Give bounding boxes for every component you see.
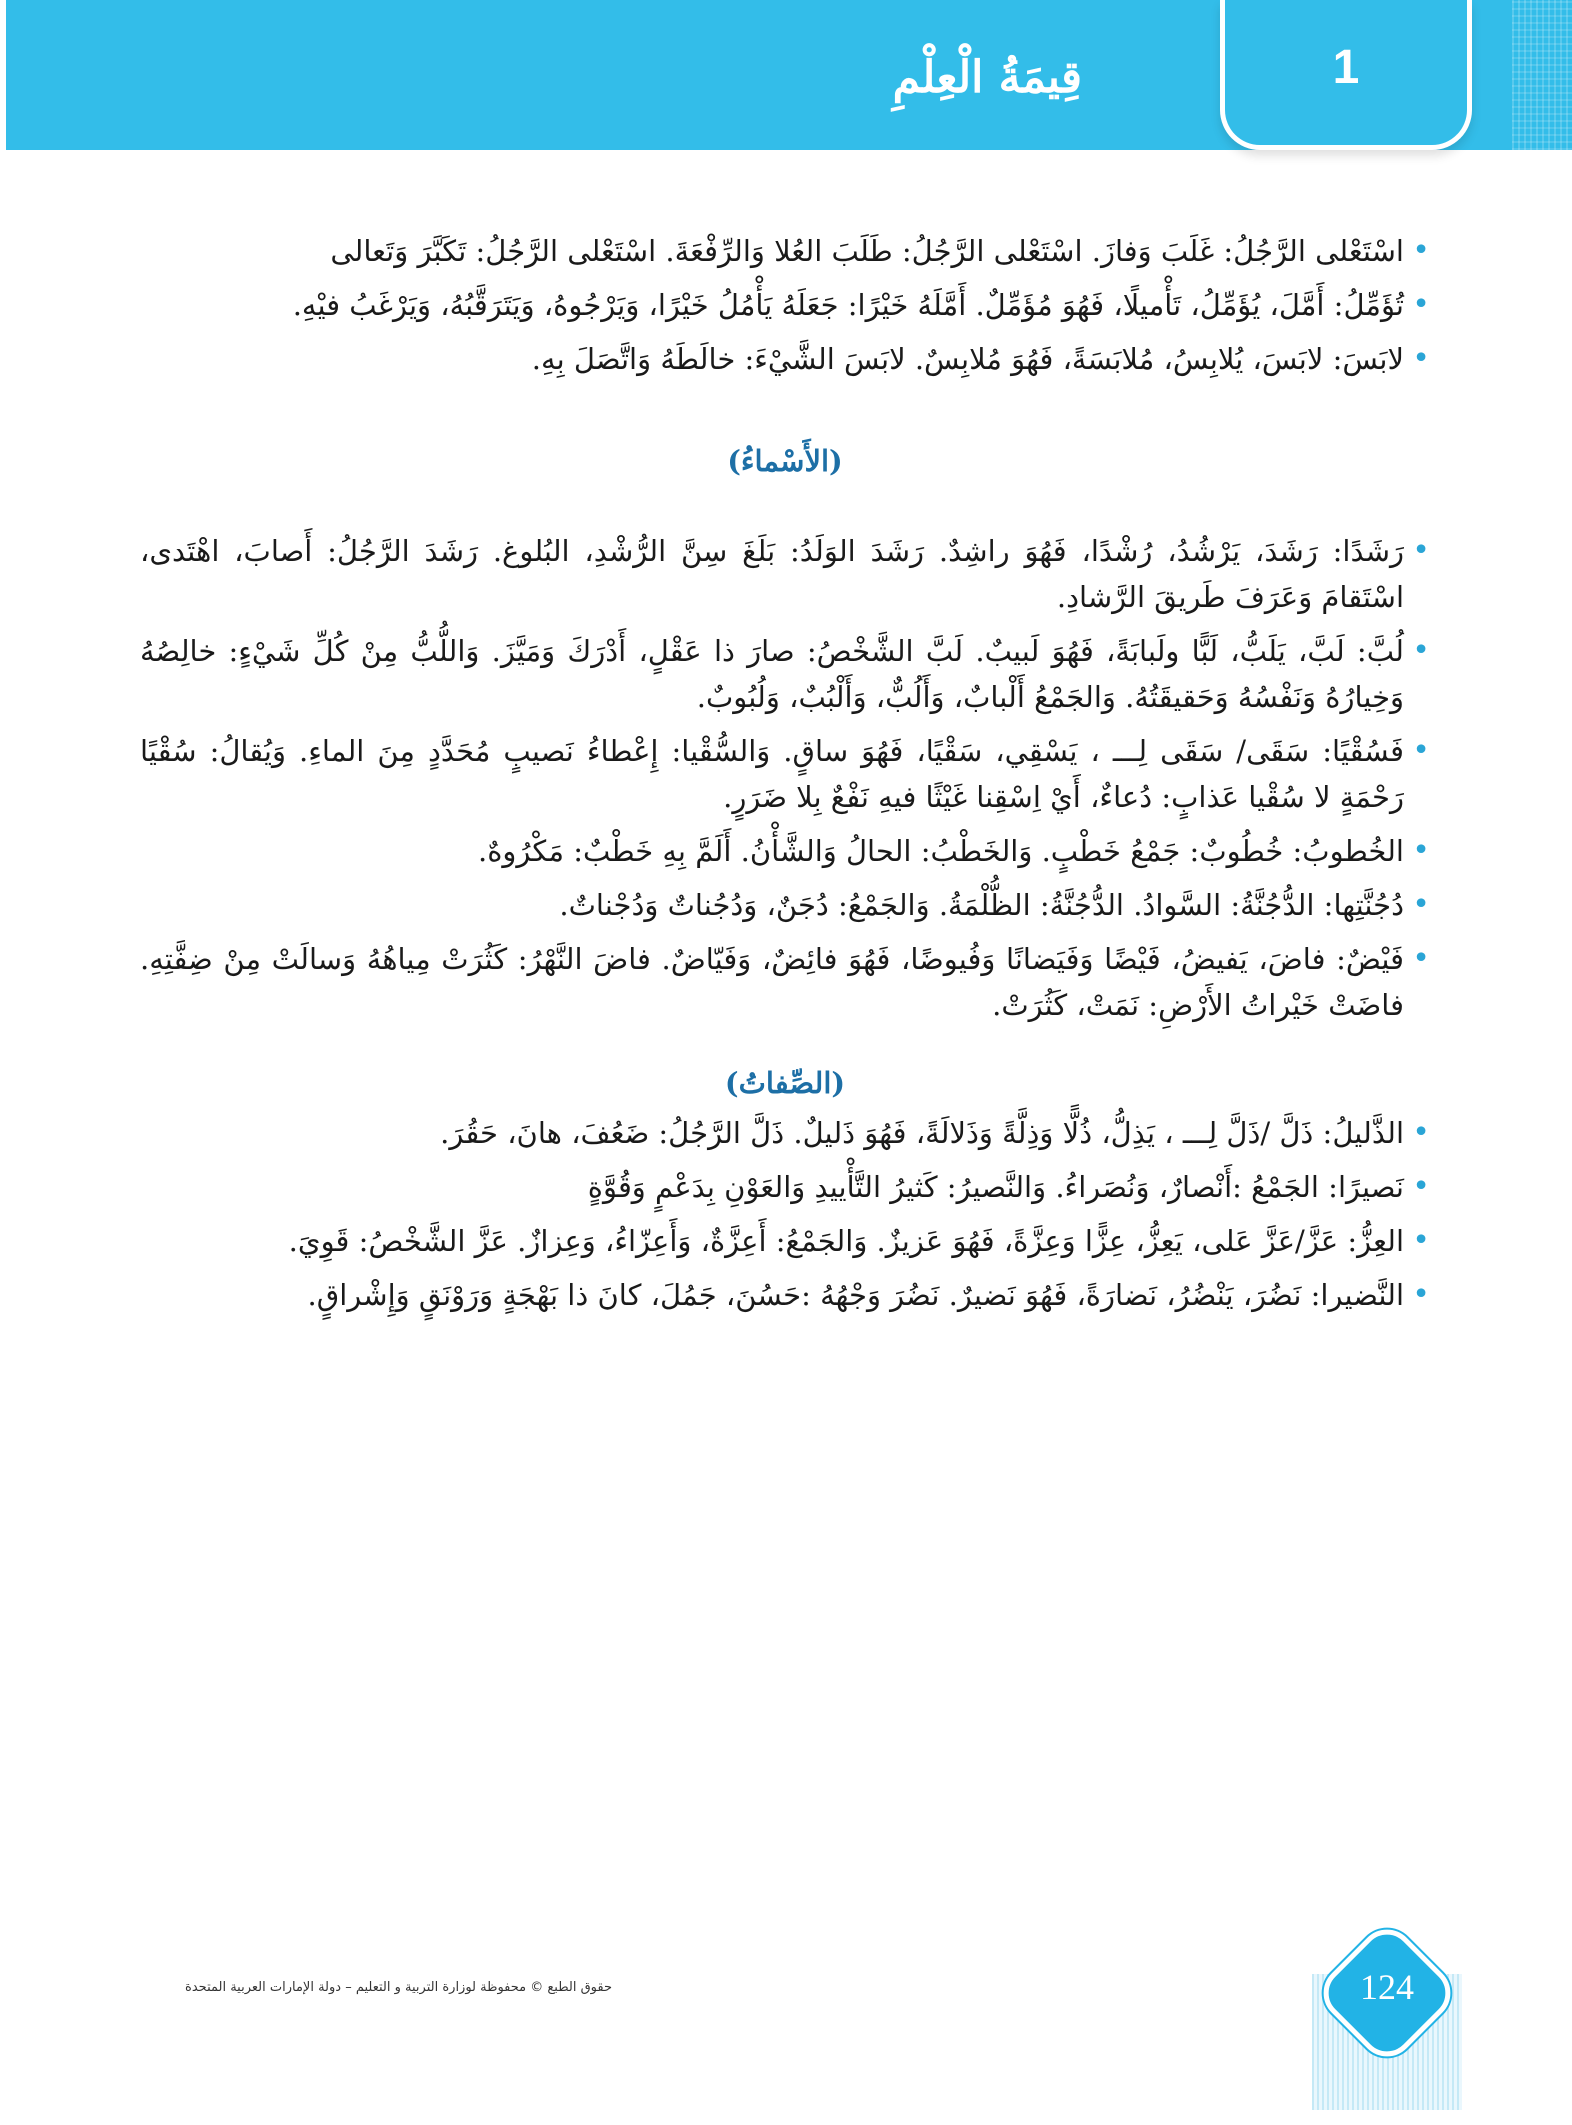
bullet-icon: • <box>1412 633 1430 668</box>
bullet-icon: • <box>1412 287 1430 322</box>
item-text: النَّضيرا: نَضُرَ، يَنْضُرُ، نَضارَةً، فَهُوَ نَضيرٌ. نَضُرَ وَجْهُهُ :حَسُنَ، جَمُلَ، كانَ ذا بَهْجَةٍ وَرَوْنَقٍ وَإِشْراقٍ. <box>307 1278 1404 1312</box>
bullet-icon: • <box>1412 733 1430 768</box>
item-text: فَسُقْيًا: سَقَى/ سَقَى لِـــ ، يَسْقِي، سَقْيًا، فَهُوَ ساقٍ. وَالسُّقْيا: إِعْطاءُ نَصيبٍ مُحَدَّدٍ مِنَ الماءِ. وَيُقالُ: سُقْيًا رَحْمَةٍ لا سُقْيا عَذابٍ: دُعاءٌ، أَيْ اِسْقِنا غَيْثًا فيهِ نَفْعٌ بِلا ضَرَرٍ. <box>140 734 1404 814</box>
bullet-icon: • <box>1412 1277 1430 1312</box>
bullet-icon: • <box>1412 1115 1430 1150</box>
bullet-icon: • <box>1412 1223 1430 1258</box>
list-item <box>140 1110 1430 1156</box>
list-item <box>140 936 1430 1028</box>
section-heading-names: (الأَسْماءُ) <box>727 444 843 478</box>
adjectives-list <box>140 1110 1430 1318</box>
page-number: 124 <box>1360 1967 1414 2007</box>
bullet-icon: • <box>1412 233 1430 268</box>
list-item <box>140 528 1430 620</box>
verbs-list <box>140 228 1430 382</box>
item-text: دُجُنَّتِها: الدُّجُنَّةُ: السَّوادُ. الدُّجُنَّةُ: الظُّلْمَةُ. وَالجَمْعُ: دُجَنٌ، وَدُجُناتٌ وَدُجْناتٌ. <box>559 888 1404 922</box>
page-number-badge <box>1312 1940 1462 2110</box>
bullet-icon: • <box>1412 833 1430 868</box>
bullet-icon: • <box>1412 1169 1430 1204</box>
item-text: فَيْضٌ: فاضَ، يَفيضُ، فَيْضًا وَفَيَضانًا وَفُيوضًا، فَهُوَ فائِضٌ، وَفَيّاضٌ. فاضَ النَّهْرُ: كَثُرَتْ مِياهُهُ وَسالَتْ مِنْ ضِفَّتِهِ. فاضَتْ خَيْراتُ الأَرْضِ: نَمَتْ، كَثُرَتْ. <box>140 942 1404 1022</box>
bullet-icon: • <box>1412 533 1430 568</box>
item-text: اسْتَعْلى الرَّجُلُ: غَلَبَ وَفازَ. اسْتَعْلى الرَّجُلُ: طَلَبَ العُلا وَالرِّفْعَةَ. اسْتَعْلى الرَّجُلُ: تَكَبَّرَ وَتَعالى <box>330 234 1404 268</box>
lesson-number-tab <box>1220 0 1472 150</box>
names-list <box>140 528 1430 1028</box>
list-item <box>140 1164 1430 1210</box>
item-text: تُؤَمِّلُ: أَمَّلَ، يُؤَمِّلُ، تَأْميلًا، فَهُوَ مُؤَمِّلٌ. أَمَّلَهُ خَيْرًا: جَعَلَهُ يَأْمُلُ خَيْرًا، وَيَرْجُوهُ، وَيَتَرَقَّبُهُ، وَيَرْغَبُ فيْهِ. <box>292 288 1404 322</box>
item-text: لابَسَ: لابَسَ، يُلابِسُ، مُلابَسَةً، فَهُوَ مُلابِسٌ. لابَسَ الشَّيْءَ: خالَطَهُ وَاتَّصَلَ بِهِ. <box>531 342 1404 376</box>
vocabulary-content <box>140 228 1430 1326</box>
item-text: العِزُّ: عَزَّ/عَزَّ عَلى، يَعِزُّ، عِزًّا وَعِزَّةً، فَهُوَ عَزيزٌ. وَالجَمْعُ: أَعِزَّةٌ، وَأَعِزّاءُ، وَعِزازٌ. عَزَّ الشَّخْصُ: قَوِيَ. <box>288 1224 1404 1258</box>
header-pattern <box>1512 0 1572 150</box>
list-item <box>140 882 1430 928</box>
item-text: الذَّليلُ: ذَلَّ /ذَلَّ لِـــ ، يَذِلُّ، ذُلًّا وَذِلَّةً وَذَلالَةً، فَهُوَ ذَليلٌ. ذَلَّ الرَّجُلُ: ضَعُفَ، هانَ، حَقُرَ. <box>440 1116 1404 1150</box>
header-band <box>6 0 1572 150</box>
bullet-icon: • <box>1412 941 1430 976</box>
list-item <box>140 282 1430 328</box>
list-item <box>140 1272 1430 1318</box>
lesson-number: 1 <box>1332 41 1360 94</box>
item-text: الخُطوبُ: خُطُوبٌ: جَمْعُ خَطْبٍ. وَالخَطْبُ: الحالُ وَالشَّأْنُ. أَلَمَّ بِهِ خَطْبٌ: مَكْرُوهٌ. <box>478 834 1404 868</box>
section-heading-adjectives: (الصِّفاتُ) <box>724 1066 846 1100</box>
list-item <box>140 1218 1430 1264</box>
list-item <box>140 728 1430 820</box>
list-item <box>140 228 1430 274</box>
item-text: نَصيرًا: الجَمْعُ :أَنْصارٌ، وَنُصَراءُ. وَالنَّصيرُ: كَثيرُ التَّأْييدِ وَالعَوْنِ بِدَعْمٍ وَقُوَّةٍ <box>587 1170 1404 1204</box>
list-item <box>140 628 1430 720</box>
bullet-icon: • <box>1412 887 1430 922</box>
list-item <box>140 336 1430 382</box>
item-text: لُبَّ: لَبَّ، يَلَبُّ، لَبًّا ولَبابَةً، فَهُوَ لَبيبٌ. لَبَّ الشَّخْصُ: صارَ ذا عَقْلٍ، أَدْرَكَ وَمَيَّزَ. وَاللُّبُّ مِنْ كُلِّ شَيْءٍ: خالِصُهُ وَخِيارُهُ وَنَفْسُهُ وَحَقيقَتُهُ. وَالجَمْعُ أَلْبابٌ، وَأَلُبٌّ، وَأَلْبُبٌ، وَلُبُوبٌ. <box>140 634 1404 714</box>
item-text: رَشَدًا: رَشَدَ، يَرْشُدُ، رُشْدًا، فَهُوَ راشِدٌ. رَشَدَ الوَلَدُ: بَلَغَ سِنَّ الرُّشْدِ، البُلوغ. رَشَدَ الرَّجُلُ: أَصابَ، اهْتَدى، اسْتَقامَ وَعَرَفَ طَريقَ الرَّشادِ. <box>140 534 1404 614</box>
list-item <box>140 828 1430 874</box>
copyright-footer: حقوق الطبع © محفوظة لوزارة التربية و التعليم – دولة الإمارات العربية المتحدة <box>185 1980 612 1995</box>
bullet-icon: • <box>1412 341 1430 376</box>
lesson-title: قِيمَةُ الْعِلْمِ <box>892 52 1082 103</box>
